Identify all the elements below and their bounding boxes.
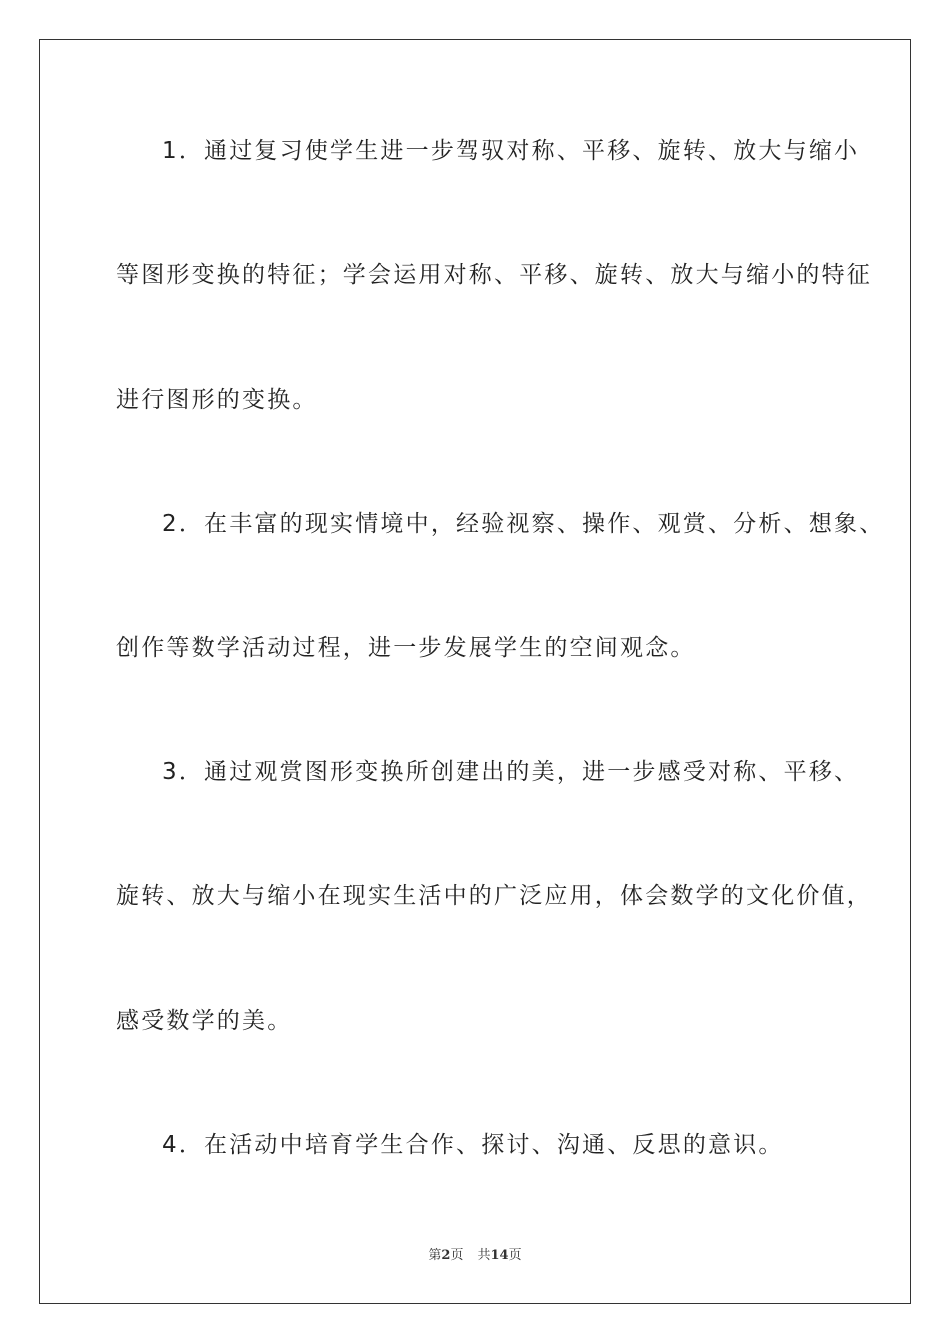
paragraph-4-line-1: 4．在活动中培育学生合作、探讨、沟通、反思的意识。 [162, 1132, 784, 1158]
page-border [39, 39, 911, 1304]
footer-page-suffix: 页 [450, 1248, 464, 1263]
paragraph-1-line-1: 1．通过复习使学生进一步驾驭对称、平移、旋转、放大与缩小 [162, 138, 860, 164]
footer-total-suffix: 页 [508, 1248, 522, 1263]
footer-total-pages: 14 [490, 1248, 509, 1263]
paragraph-2-line-2: 创作等数学活动过程，进一步发展学生的空间观念。 [116, 635, 696, 661]
page-footer [0, 1249, 950, 1262]
footer-page-prefix: 第 [428, 1248, 442, 1263]
paragraph-3-line-3: 感受数学的美。 [116, 1008, 293, 1034]
paragraph-1-line-3: 进行图形的变换。 [116, 387, 318, 413]
paragraph-3-line-2: 旋转、放大与缩小在现实生活中的广泛应用，体会数学的文化价值， [116, 883, 872, 909]
footer-total-prefix: 共 [477, 1248, 491, 1263]
paragraph-3-line-1: 3．通过观赏图形变换所创建出的美，进一步感受对称、平移、 [162, 759, 860, 785]
paragraph-2-line-1: 2．在丰富的现实情境中，经验视察、操作、观赏、分析、想象、 [162, 511, 885, 537]
footer-page-number: 2 [441, 1248, 451, 1263]
paragraph-1-line-2: 等图形变换的特征；学会运用对称、平移、旋转、放大与缩小的特征 [116, 262, 872, 288]
